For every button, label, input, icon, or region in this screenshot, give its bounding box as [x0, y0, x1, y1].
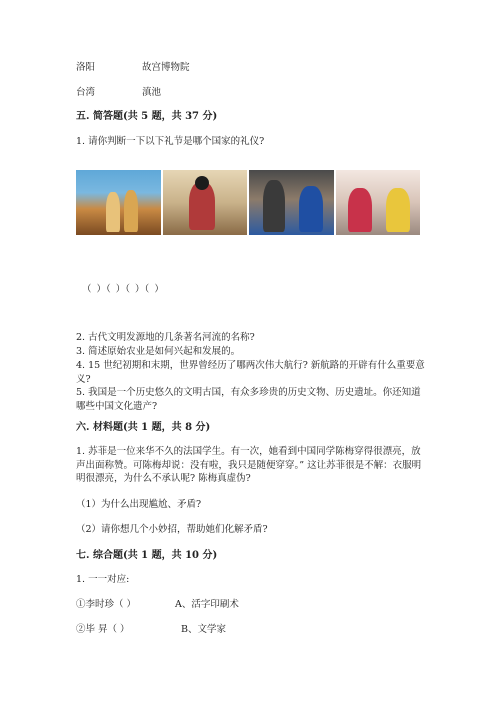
match-left-1: 洛阳 [76, 62, 96, 73]
pair-right-1: A、活字印刷术 [175, 599, 239, 610]
section5-q4: 4. 15 世纪初期和末期，世界曾经历了哪两次伟大航行? 新航路的开辟有什么重要意义? [76, 360, 425, 385]
section5-q2: 2. 古代文明发源地的几条著名河流的名称? [76, 332, 255, 343]
section7-title: 七. 综合题(共 1 题，共 10 分) [76, 550, 218, 561]
section5-title: 五. 简答题(共 5 题，共 37 分) [76, 111, 218, 122]
match-right-2: 滇池 [142, 87, 162, 98]
section5-q5: 5. 我国是一个历史悠久的文明古国，有众多珍贵的历史文物、历史遗址。你还知道哪些中国文化遗产? [76, 387, 421, 412]
photo-thailand-etiquette [76, 170, 161, 235]
section6-title: 六. 材料题(共 1 题，共 8 分) [76, 422, 211, 433]
photo-india-etiquette [249, 170, 334, 235]
answer-blanks: （ ）（ ）（ ）（ ） [82, 284, 164, 295]
match-left-2: 台湾 [76, 87, 96, 98]
section5-q1: 1. 请你判断一下以下礼节是哪个国家的礼仪? [76, 136, 265, 147]
pair-left-2: ②毕 昇（ ） [76, 624, 130, 635]
section7-q1: 1. 一一对应: [76, 574, 130, 585]
pair-left-1: ①李时珍（ ） [76, 599, 137, 610]
photo-japan-etiquette [163, 170, 248, 235]
etiquette-photos [76, 170, 420, 235]
match-right-1: 故宫博物院 [142, 62, 190, 73]
section6-material: 1. 苏菲是一位来华不久的法国学生。有一次，她看到中国同学陈梅穿得很漂亮，放声出面称赞。可陈梅却说：没有啦，我只是随便穿穿。” 这让苏菲很是不解：衣服明明很漂亮，为什么不承认呢? 陈梅真虚伪? [76, 446, 422, 484]
section5-q3: 3. 简述原始农业是如何兴起和发展的。 [76, 346, 241, 357]
section6-sub2: （2）请你想几个小妙招，帮助她们化解矛盾? [76, 524, 268, 535]
section6-sub1: （1）为什么出现尴尬、矛盾? [76, 499, 202, 510]
photo-korea-etiquette [336, 170, 421, 235]
pair-right-2: B、文学家 [181, 624, 226, 635]
